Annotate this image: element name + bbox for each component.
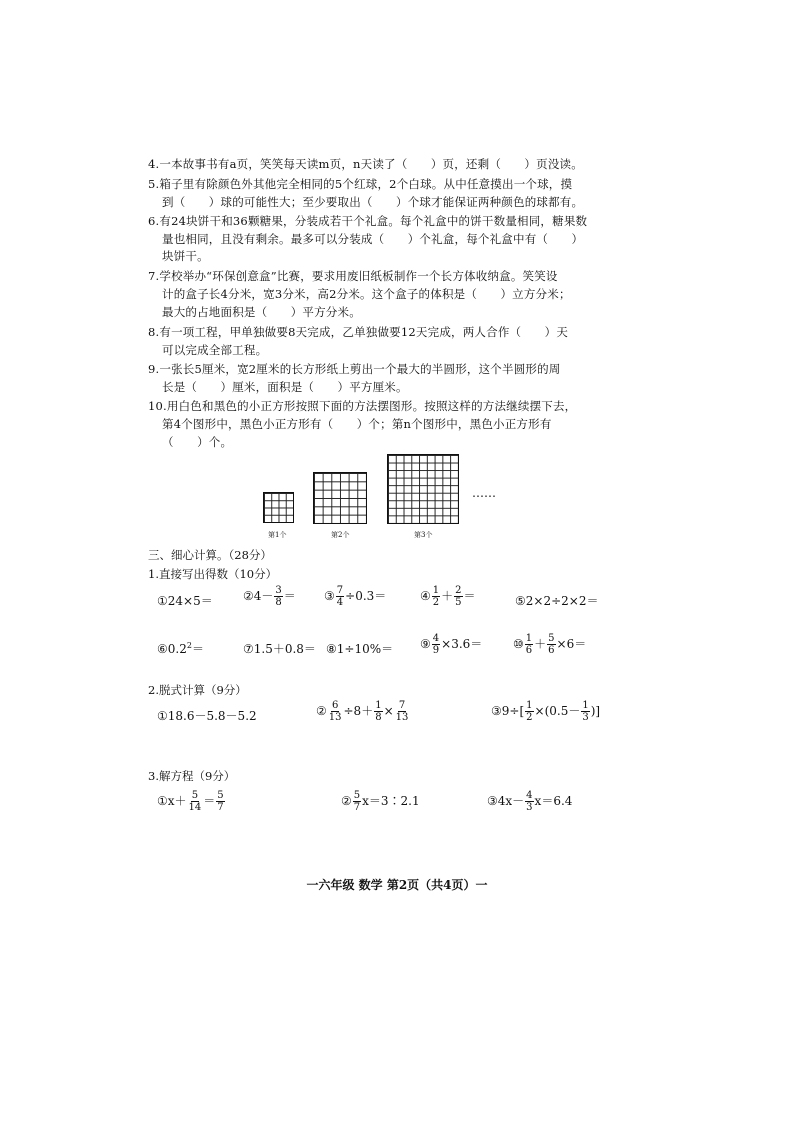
- problem-9-line2: 长是（ ）厘米，面积是（ ）平方厘米。: [162, 380, 408, 394]
- subsection-oral-title: 1.直接写出得数（10分）: [148, 567, 278, 581]
- oral-q9: ⑨ $\frac{4}{9}$ ×3.6＝: [420, 633, 483, 656]
- equation-1: ①x＋ $\frac{5}{14}$ ＝ $\frac{5}{7}$: [157, 790, 224, 813]
- figure-3-caption: 第3个: [414, 531, 433, 539]
- problem-8-line2: 可以完成全部工程。: [162, 343, 268, 357]
- oral-q4: ④ $\frac{1}{2}$ ＋ $\frac{2}{5}$ ＝: [420, 585, 476, 608]
- step-e3: ③9÷[ $\frac{1}{2}$ ×(0.5－ $\frac{1}{3}$ )]: [491, 700, 601, 723]
- oral-q7: ⑦1.5＋0.8＝: [243, 642, 316, 656]
- oral-q8: ⑧1÷10%＝: [326, 642, 394, 656]
- problem-6-line3: 块饼干。: [162, 249, 209, 263]
- figure-1-grid: [263, 492, 294, 523]
- problem-5-line2: 到（ ）球的可能性大；至少要取出（ ）个球才能保证两种颜色的球都有。: [162, 195, 584, 209]
- problem-10-line2: 第4个图形中，黑色小正方形有（ ）个；第n个图形中，黑色小正方形有: [162, 417, 552, 431]
- equation-3: ③4x－ $\frac{4}{3}$ x＝6.4: [487, 790, 573, 813]
- figure-2-grid: [313, 472, 367, 524]
- step-e1: ①18.6－5.8－5.2: [157, 709, 257, 723]
- oral-q3: ③ $\frac{7}{4}$ ÷0.3＝: [324, 585, 387, 608]
- oral-q2: ②4－ $\frac{3}{8}$ ＝: [243, 585, 296, 608]
- oral-q10: ⑩ $\frac{1}{6}$ ＋ $\frac{5}{6}$ ×6＝: [513, 633, 587, 656]
- figure-3-grid: [387, 454, 459, 524]
- problem-10-line1: 10.用白色和黑色的小正方形按照下面的方法摆图形。按照这样的方法继续摆下去，: [148, 399, 577, 413]
- problem-6-line1: 6.有24块饼干和36颗糖果，分装成若干个礼盒。每个礼盒中的饼干数量相同，糖果数: [148, 214, 588, 228]
- figure-2-caption: 第2个: [331, 531, 350, 539]
- subsection-step-title: 2.脱式计算（9分）: [148, 683, 247, 697]
- problem-6-line2: 量也相同，且没有剩余。最多可以分装成（ ）个礼盒，每个礼盒中有（ ）: [162, 232, 584, 246]
- problem-7-line2: 计的盒子长4分米，宽3分米，高2分米。这个盒子的体积是（ ）立方分米；: [162, 287, 571, 301]
- problem-8-line1: 8.有一项工程，甲单独做要8天完成，乙单独做要12天完成，两人合作（ ）天: [148, 325, 569, 339]
- figure-ellipsis: ……: [472, 486, 496, 500]
- problem-4: 4.一本故事书有a页，笑笑每天读m页，n天读了（ ）页，还剩（ ）页没读。: [148, 157, 583, 171]
- problem-10-line3: （ ）个。: [162, 435, 233, 449]
- problem-9-line1: 9.一张长5厘米，宽2厘米的长方形纸上剪出一个最大的半圆形，这个半圆形的周: [148, 362, 561, 376]
- problem-7-line1: 7.学校举办“环保创意盒”比赛，要求用废旧纸板制作一个长方体收纳盒。笑笑设: [148, 269, 558, 283]
- oral-q6: $⑥0.2^2=$: [157, 641, 204, 656]
- section-3-title: 三、细心计算。（28分）: [148, 548, 272, 562]
- equation-2: ② $\frac{5}{7}$ x＝3∶2.1: [341, 790, 420, 813]
- oral-q1: ①24×5＝: [157, 594, 213, 608]
- problem-7-line3: 最大的占地面积是（ ）平方分米。: [162, 305, 361, 319]
- page-footer: 一六年级 数学 第2页（共4页）一: [306, 878, 488, 892]
- oral-q5: ⑤2×2÷2×2＝: [515, 594, 599, 608]
- step-e2: ② $\frac{6}{13}$ ÷8＋ $\frac{1}{8}$ × $\frac{7}{13}$: [316, 700, 409, 723]
- problem-5-line1: 5.箱子里有除颜色外其他完全相同的5个红球，2个白球。从中任意摸出一个球，摸: [148, 177, 573, 191]
- figure-1-caption: 第1个: [268, 531, 287, 539]
- subsection-equation-title: 3.解方程（9分）: [148, 769, 236, 783]
